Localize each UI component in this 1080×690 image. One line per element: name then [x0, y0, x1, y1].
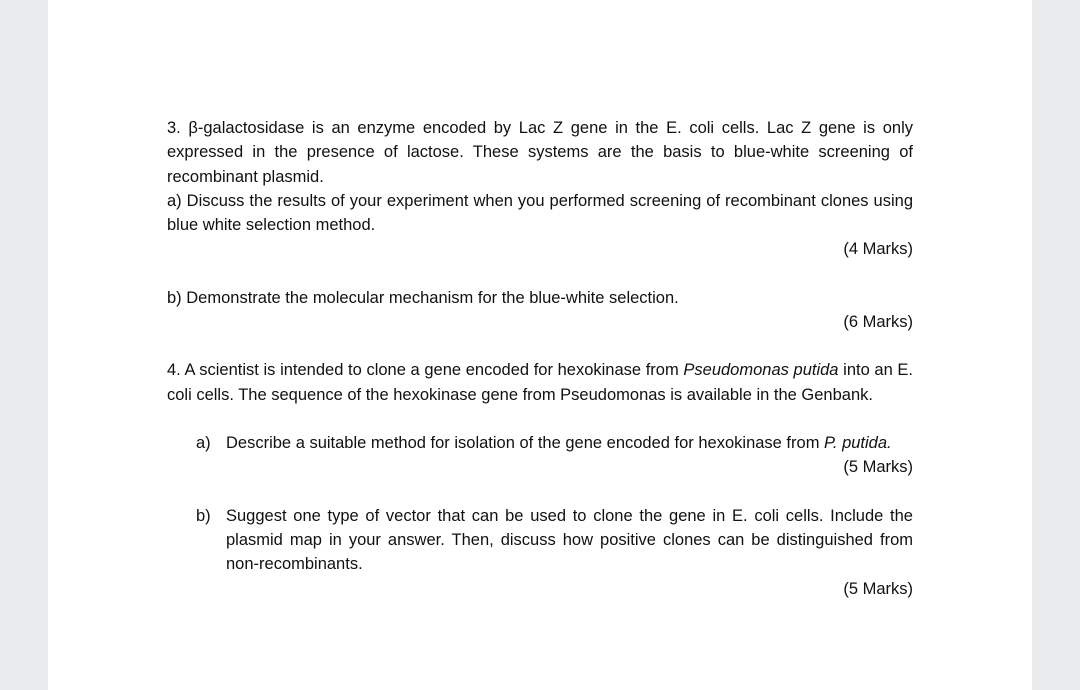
question-4-intro	[167, 358, 913, 407]
question-3a-text: a) Discuss the results of your experiment when you performed screening of recombinant clones using blue white selection method.	[167, 191, 913, 235]
question-4a-text-main: Describe a suitable method for isolation of the gene encoded for hexokinase from	[226, 433, 825, 452]
question-3-intro: 3. β-galactosidase is an enzyme encoded by Lac Z gene in the E. coli cells. Lac Z gene is only expressed in the presence of lactose. These systems are the basis to blue-white screening of recombinant plasmid.	[167, 119, 913, 186]
question-4a-label: a)	[196, 433, 211, 452]
question-4b	[196, 504, 913, 577]
question-4a-text	[226, 431, 913, 455]
question-4-intro-part2: into an E. coli cells. The sequence of the hexokinase gene from Pseudomonas is available in the Genbank.	[167, 361, 914, 404]
document-content	[167, 116, 913, 602]
question-3a-marks: (4 Marks)	[843, 240, 913, 259]
question-3b-text: b) Demonstrate the molecular mechanism for the blue-white selection.	[167, 288, 679, 307]
document-page	[48, 0, 1032, 690]
question-4-intro-part1: 4. A scientist is intended to clone a gene encoded for hexokinase from	[167, 361, 684, 380]
question-4b-text: Suggest one type of vector that can be used to clone the gene in E. coli cells. Include the plasmid map in your answer. Then, discuss how positive clones can be distinguished from non-recombinants.	[226, 506, 913, 574]
question-3b-marks: (6 Marks)	[843, 313, 913, 332]
question-4b-label: b)	[196, 506, 211, 525]
question-4a-marks: (5 Marks)	[843, 458, 913, 477]
question-4a-species: P. putida.	[824, 433, 892, 452]
question-4b-marks: (5 Marks)	[843, 580, 913, 599]
question-4a	[196, 431, 913, 455]
question-4-intro-species: Pseudomonas putida	[683, 361, 839, 380]
